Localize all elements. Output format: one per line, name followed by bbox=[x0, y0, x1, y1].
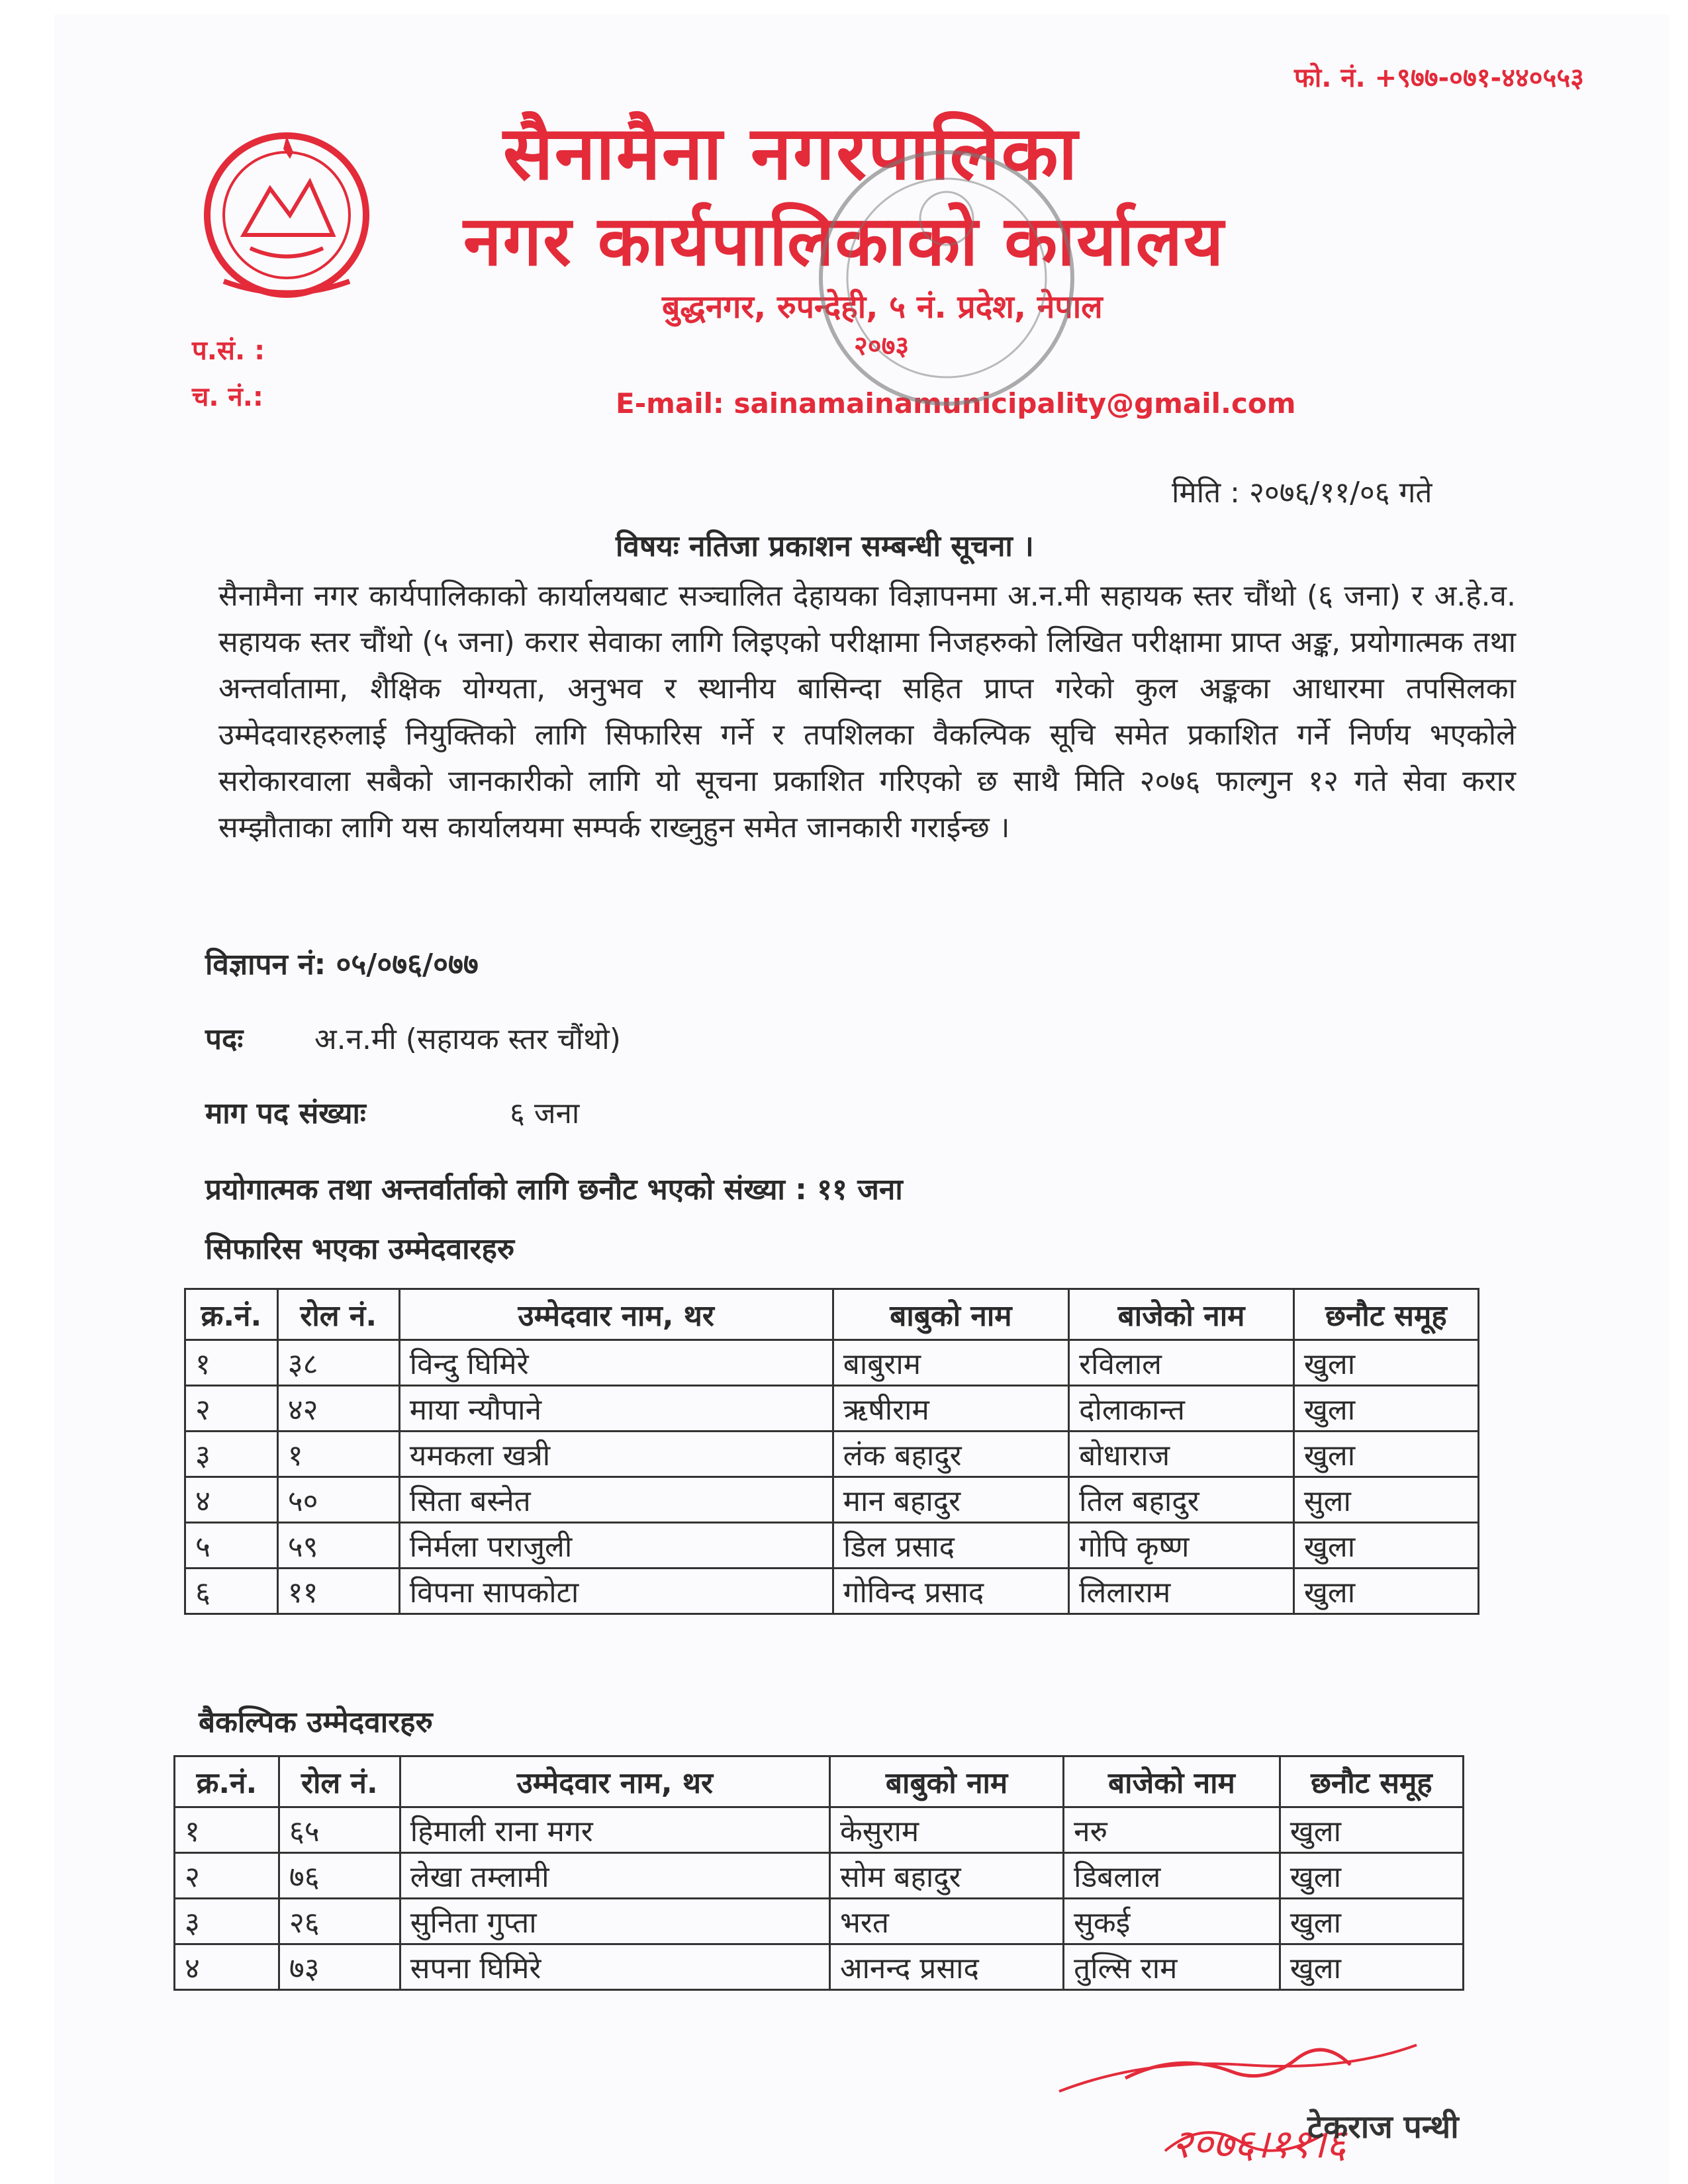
cell: खुला bbox=[1293, 1569, 1478, 1614]
reference-number-label: प.सं. : bbox=[192, 336, 265, 366]
cell: गोपि कृष्ण bbox=[1069, 1523, 1294, 1569]
cell: ४२ bbox=[277, 1386, 399, 1432]
header-grandfather-name: बाजेको नाम bbox=[1069, 1289, 1294, 1340]
header-serial: क्र.नं. bbox=[175, 1756, 279, 1807]
cell: ६ bbox=[185, 1569, 278, 1614]
table-row bbox=[175, 1807, 1464, 1853]
header-roll: रोल नं. bbox=[279, 1756, 400, 1807]
cell: ऋषीराम bbox=[833, 1386, 1068, 1432]
table-row bbox=[185, 1432, 1479, 1477]
cell: खुला bbox=[1280, 1807, 1463, 1853]
cell: सुला bbox=[1293, 1477, 1478, 1523]
header-serial: क्र.नं. bbox=[185, 1289, 278, 1340]
handwritten-signature bbox=[1046, 2019, 1496, 2184]
shortlist-count: प्रयोगात्मक तथा अन्तर्वार्ताको लागि छनौट भएको संख्या : ११ जना bbox=[205, 1173, 903, 1206]
notice-body: सैनामैना नगर कार्यपालिकाको कार्यालयबाट सञ्चालित देहायका विज्ञापनमा अ.न.मी सहायक स्तर चौंथो (६ जना) र अ.हे.व. सहायक स्तर चौंथो (५ जना) करार सेवाका लागि लिइएको परीक्षामा निजहरुको लिखित परीक्षामा प्राप्त अङ्क, प्रयोगात्मक तथा अन्तर्वातामा, शैक्षिक योग्यता, अनुभव र स्थानीय बासिन्दा सहित प्राप्त गरेको कुल अङ्कका आधारमा तपसिलका उम्मेदवारहरुलाई नियुक्तिको लागि सिफारिस गर्ने र तपशिलका वैकल्पिक सूचि समेत प्रकाशित गर्ने निर्णय भएकोले सरोकारवाला सबैको जानकारीको लागि यो सूचना प्रकाशित गरिएको छ साथै मिति २०७६ फाल्गुन १२ गते सेवा करार सम्झौताका लागि यस कार्यालयमा सम्पर्क राख्नुहुन समेत जानकारी गराईन्छ । bbox=[218, 579, 1516, 844]
table-row bbox=[185, 1569, 1479, 1614]
cell: १ bbox=[277, 1432, 399, 1477]
cell: विपना सापकोटा bbox=[399, 1569, 833, 1614]
table-row bbox=[175, 1853, 1464, 1899]
cell: सिता बस्नेत bbox=[399, 1477, 833, 1523]
cell: सुकई bbox=[1064, 1899, 1280, 1944]
cell: हिमाली राना मगर bbox=[400, 1807, 829, 1853]
cell: ५ bbox=[185, 1523, 278, 1569]
office-title: नगर कार्यपालिकाको कार्यालय bbox=[463, 201, 1225, 281]
phone-number: फो. नं. +९७७-०७१-४४०५५३ bbox=[1294, 63, 1584, 93]
table-row bbox=[175, 1944, 1464, 1990]
cell: डिबलाल bbox=[1064, 1853, 1280, 1899]
cell: भरत bbox=[829, 1899, 1063, 1944]
cell: गोविन्द प्रसाद bbox=[833, 1569, 1068, 1614]
cell: १ bbox=[185, 1340, 278, 1386]
header-candidate-name: उम्मेदवार नाम, थर bbox=[399, 1289, 833, 1340]
cell: ६५ bbox=[279, 1807, 400, 1853]
table-row bbox=[185, 1523, 1479, 1569]
cell: मान बहादुर bbox=[833, 1477, 1068, 1523]
cell: सोम बहादुर bbox=[829, 1853, 1063, 1899]
cell: तिल बहादुर bbox=[1069, 1477, 1294, 1523]
cell: ११ bbox=[277, 1569, 399, 1614]
cell: २ bbox=[175, 1853, 279, 1899]
cell: खुला bbox=[1293, 1432, 1478, 1477]
office-stamp-seal bbox=[808, 139, 1086, 417]
recommended-candidates-table bbox=[184, 1288, 1479, 1615]
header-group: छनौट समूह bbox=[1293, 1289, 1478, 1340]
notice-subject: विषयः नतिजा प्रकाशन सम्बन्धी सूचना । bbox=[616, 529, 1034, 563]
cell: लंक बहादुर bbox=[833, 1432, 1068, 1477]
table-header-row bbox=[175, 1756, 1464, 1807]
vacancy-count-label: माग पद संख्याः bbox=[205, 1097, 366, 1130]
cell: खुला bbox=[1280, 1853, 1463, 1899]
cell: निर्मला पराजुली bbox=[399, 1523, 833, 1569]
table-row bbox=[185, 1477, 1479, 1523]
alternate-section-title: बैकल्पिक उम्मेदवारहरु bbox=[199, 1706, 433, 1739]
header-father-name: बाबुको नाम bbox=[833, 1289, 1068, 1340]
cell: ४ bbox=[175, 1944, 279, 1990]
cell: बाबुराम bbox=[833, 1340, 1068, 1386]
cell: बोधाराज bbox=[1069, 1432, 1294, 1477]
office-email: E-mail: sainamainamunicipality@gmail.com bbox=[616, 387, 1296, 420]
header-father-name: बाबुको नाम bbox=[829, 1756, 1063, 1807]
cell: ३ bbox=[175, 1899, 279, 1944]
header-roll: रोल नं. bbox=[277, 1289, 399, 1340]
cell: ७६ bbox=[279, 1853, 400, 1899]
post-label: पदः bbox=[205, 1023, 244, 1056]
cell: लेखा तम्लामी bbox=[400, 1853, 829, 1899]
advertisement-number: विज्ञापन नं: ०५/०७६/०७७ bbox=[205, 948, 479, 981]
cell: ४ bbox=[185, 1477, 278, 1523]
cell: माया न्यौपाने bbox=[399, 1386, 833, 1432]
table-row bbox=[185, 1340, 1479, 1386]
cell: ५९ bbox=[277, 1523, 399, 1569]
cell: २६ bbox=[279, 1899, 400, 1944]
header-grandfather-name: बाजेको नाम bbox=[1064, 1756, 1280, 1807]
table-header-row bbox=[185, 1289, 1479, 1340]
cell: १ bbox=[175, 1807, 279, 1853]
cell: खुला bbox=[1293, 1386, 1478, 1432]
cell: ५० bbox=[277, 1477, 399, 1523]
municipality-title: सैनामैना नगरपालिका bbox=[503, 111, 1079, 197]
notice-date: मिति : २०७६/११/०६ गते bbox=[1172, 476, 1432, 510]
alternate-candidates-table bbox=[173, 1755, 1464, 1991]
cell: आनन्द प्रसाद bbox=[829, 1944, 1063, 1990]
post-value: अ.न.मी (सहायक स्तर चौंथो) bbox=[314, 1023, 621, 1056]
table-row bbox=[185, 1386, 1479, 1432]
cell: सुनिता गुप्ता bbox=[400, 1899, 829, 1944]
cell: २ bbox=[185, 1386, 278, 1432]
established-year: २०७३ bbox=[854, 331, 910, 361]
cell: यमकला खत्री bbox=[399, 1432, 833, 1477]
cell: दोलाकान्त bbox=[1069, 1386, 1294, 1432]
cell: विन्दु घिमिरे bbox=[399, 1340, 833, 1386]
cell: ७३ bbox=[279, 1944, 400, 1990]
cell: रविलाल bbox=[1069, 1340, 1294, 1386]
recommended-section-title: सिफारिस भएका उम्मेदवारहरु bbox=[205, 1232, 515, 1266]
table-row bbox=[175, 1899, 1464, 1944]
cell: डिल प्रसाद bbox=[833, 1523, 1068, 1569]
cell: लिलाराम bbox=[1069, 1569, 1294, 1614]
cell: ३ bbox=[185, 1432, 278, 1477]
cell: तुल्सि राम bbox=[1064, 1944, 1280, 1990]
cell: खुला bbox=[1293, 1340, 1478, 1386]
cell: ३८ bbox=[277, 1340, 399, 1386]
dispatch-number-label: च. नं.: bbox=[192, 382, 263, 412]
header-candidate-name: उम्मेदवार नाम, थर bbox=[400, 1756, 829, 1807]
cell: खुला bbox=[1280, 1944, 1463, 1990]
vacancy-count-value: ६ जना bbox=[510, 1097, 580, 1130]
cell: केसुराम bbox=[829, 1807, 1063, 1853]
signer-name: टेकराज पन्थी bbox=[1307, 2109, 1459, 2146]
cell: सपना घिमिरे bbox=[400, 1944, 829, 1990]
cell: नरु bbox=[1064, 1807, 1280, 1853]
signature-date: २०७६।११।६ bbox=[1172, 2121, 1346, 2167]
office-address: बुद्धनगर, रुपन्देही, ५ नं. प्रदेश, नेपाल bbox=[662, 289, 1103, 326]
nepal-emblem-logo bbox=[184, 122, 389, 301]
header-group: छनौट समूह bbox=[1280, 1756, 1463, 1807]
cell: खुला bbox=[1293, 1523, 1478, 1569]
cell: खुला bbox=[1280, 1899, 1463, 1944]
